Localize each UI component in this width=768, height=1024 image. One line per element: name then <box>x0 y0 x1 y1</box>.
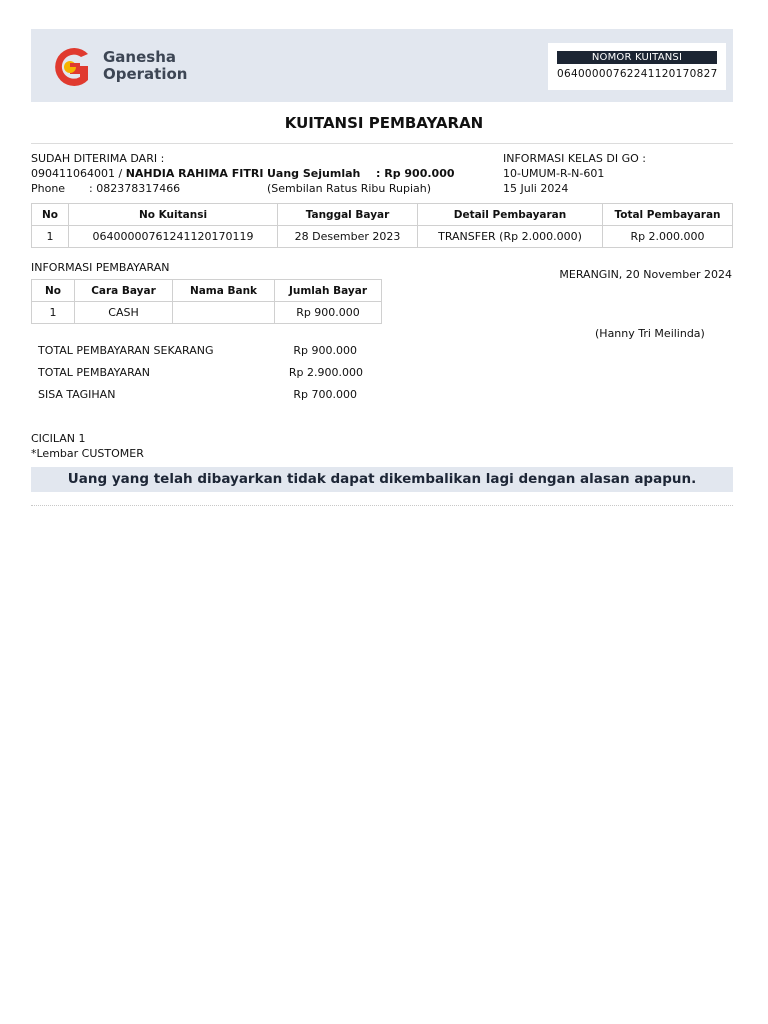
signatory: (Hanny Tri Meilinda) <box>595 327 705 340</box>
table-row <box>32 226 733 248</box>
col-header-total-payment: Total Pembayaran <box>603 204 733 226</box>
payer-name: NAHDIA RAHIMA FITRI <box>125 167 264 180</box>
brand-name-line2: Operation <box>103 65 188 83</box>
class-info-label: INFORMASI KELAS DI GO : <box>503 152 646 165</box>
brand-name-line1: Ganesha <box>103 48 177 66</box>
total-now-value: Rp 900.000 <box>293 344 357 357</box>
received-from-label: SUDAH DITERIMA DARI : <box>31 152 165 165</box>
col-header-payment-detail: Detail Pembayaran <box>418 204 603 226</box>
col-header-payment-method: Cara Bayar <box>75 280 173 302</box>
divider <box>31 505 733 506</box>
copy-note: *Lembar CUSTOMER <box>31 447 144 460</box>
cell-payment-detail: TRANSFER (Rp 2.000.000) <box>418 226 603 248</box>
installment: CICILAN 1 <box>31 432 86 445</box>
total-now-label: TOTAL PEMBAYARAN SEKARANG <box>38 344 214 357</box>
receipts-table <box>31 203 733 248</box>
page-title: KUITANSI PEMBAYARAN <box>284 114 484 132</box>
class-code: 10-UMUM-R-N-601 <box>503 167 605 180</box>
phone-value: : 082378317466 <box>89 182 181 195</box>
cell-receipt-no: 06400000761241120170119 <box>69 226 278 248</box>
amount-value: : Rp 900.000 <box>376 167 455 180</box>
col-header-no: No <box>32 280 75 302</box>
refund-notice: Uang yang telah dibayarkan tidak dapat dikembalikan lagi dengan alasan apapun. <box>31 467 733 492</box>
cell-no: 1 <box>32 226 69 248</box>
payment-info-table <box>31 279 382 324</box>
place-date: MERANGIN, 20 November 2024 <box>559 268 732 281</box>
receipt-number-label: NOMOR KUITANSI <box>557 51 717 64</box>
cell-amount-paid: Rp 900.000 <box>275 302 382 324</box>
table-header-row <box>32 280 382 302</box>
col-header-bank-name: Nama Bank <box>173 280 275 302</box>
remaining-bill-label: SISA TAGIHAN <box>38 388 116 401</box>
class-date: 15 Juli 2024 <box>503 182 569 195</box>
ganesha-operation-logo-icon <box>46 44 94 90</box>
divider <box>31 143 733 144</box>
cell-bank-name <box>173 302 275 324</box>
cell-payment-method: CASH <box>75 302 173 324</box>
table-row <box>32 302 382 324</box>
cell-payment-date: 28 Desember 2023 <box>278 226 418 248</box>
payment-info-label: INFORMASI PEMBAYARAN <box>31 261 170 274</box>
total-payment-label: TOTAL PEMBAYARAN <box>38 366 151 379</box>
cell-no: 1 <box>32 302 75 324</box>
cell-total-payment: Rp 2.000.000 <box>603 226 733 248</box>
col-header-amount-paid: Jumlah Bayar <box>275 280 382 302</box>
total-payment-value: Rp 2.900.000 <box>288 366 363 379</box>
payer-id: 090411064001 / <box>31 167 123 180</box>
amount-words: (Sembilan Ratus Ribu Rupiah) <box>267 182 432 195</box>
payer-line <box>31 167 263 180</box>
col-header-receipt-no: No Kuitansi <box>69 204 278 226</box>
col-header-payment-date: Tanggal Bayar <box>278 204 418 226</box>
amount-label: Uang Sejumlah <box>267 167 361 180</box>
remaining-bill-value: Rp 700.000 <box>293 388 357 401</box>
phone-label: Phone <box>31 182 66 195</box>
receipt-number: 06400000762241120170827 <box>557 68 718 80</box>
table-header-row <box>32 204 733 226</box>
col-header-no: No <box>32 204 69 226</box>
